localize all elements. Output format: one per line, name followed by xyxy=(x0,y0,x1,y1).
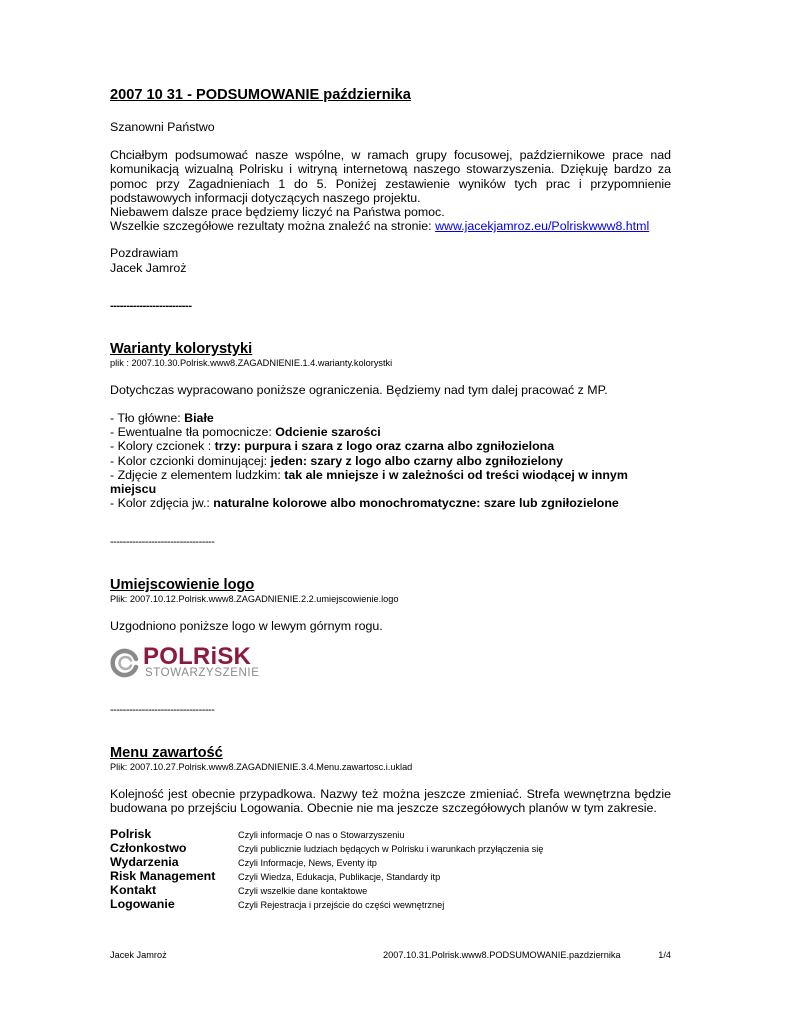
intro-line-3-text: Wszelkie szczegółowe rezultaty można znaleźć na stronie: xyxy=(110,219,436,234)
separator: --------------------------------- xyxy=(110,703,215,716)
section-intro-logo: Uzgodniono poniższe logo w lewym górnym rogu. xyxy=(110,619,383,634)
section-file-colors: plik : 2007.10.30.Polrisk.www8.ZAGADNIENIE.1.4.warianty.kolorystki xyxy=(110,357,393,368)
results-link[interactable]: www.jacekjamroz.eu/Polriskwww8.html xyxy=(435,219,650,234)
document-page xyxy=(110,84,671,911)
section-intro-menu: Kolejność jest obecnie przypadkowa. Nazwy też można jeszcze zmieniać. Strefa wewnętrzna będzie budowana po przejściu Logowania. Obecnie nie ma jeszcze szczegółowych planów w tym zakresie. xyxy=(110,786,671,815)
intro-paragraph: Chciałbym podsumować nasze wspólne, w ramach grupy focusowej, październikowe prace nad komunikacją wizualną Polrisku i witryną internetową naszego stowarzyszenia. Dziękuję bardzo za pomoc przy Zagadnieniach 1 do 5. Poniżej zestawienie wyników tych prac i przypomnienie podstawowych informacji dotyczących naszego projektu. xyxy=(110,148,671,205)
menu-row: Kontakt Czyli wszelkie dane kontaktowe xyxy=(110,883,368,898)
list-item: - Kolor zdjęcia jw.: naturalne kolorowe albo monochromatyczne: szare lub zgniłozielone xyxy=(110,496,619,511)
section-intro-colors: Dotychczas wypracowano poniższe ograniczenia. Będziemy nad tym dalej pracować z MP. xyxy=(110,382,608,397)
footer-author: Jacek Jamroż xyxy=(110,950,167,960)
section-heading-colors: Warianty kolorystyki xyxy=(110,340,253,357)
list-item: - Kolor czcionki dominującej: jeden: szary z logo albo czarny albo zgniłozielony xyxy=(110,453,564,468)
footer-filename: 2007.10.31.Polrisk.www8.PODSUMOWANIE.pazdziernika xyxy=(383,950,621,960)
polrisk-swirl-icon xyxy=(110,648,140,678)
intro-line-2: Niebawem dalsze prace będziemy liczyć na Państwa pomoc. xyxy=(110,205,445,220)
section-file-menu: Plik: 2007.10.27.Polrisk.www8.ZAGADNIENIE.3.4.Menu.zawartosc.i.uklad xyxy=(110,761,413,772)
color-constraints-list xyxy=(110,411,671,510)
closing-regards: Pozdrawiam xyxy=(110,246,179,261)
intro-line-3 xyxy=(110,219,671,233)
section-file-logo: Plik: 2007.10.12.Polrisk.www8.ZAGADNIENIE.2.2.umiejscowienie.logo xyxy=(110,594,399,605)
menu-row: Logowanie Czyli Rejestracja i przejście do części wewnętrznej xyxy=(110,897,445,912)
section-heading-logo: Umiejscowienie logo xyxy=(110,577,255,594)
footer-page-number: 1/4 xyxy=(658,950,671,960)
polrisk-logo xyxy=(110,645,671,681)
menu-row: Członkostwo Czyli publicznie ludziach będących w Polrisku i warunkach przyłączenia się xyxy=(110,841,544,856)
document-title: 2007 10 31 - PODSUMOWANIE października xyxy=(110,87,411,103)
separator: --------------------------------- xyxy=(110,536,215,549)
logo-text xyxy=(143,643,260,680)
menu-row: Risk Management Czyli Wiedza, Edukacja, Publikacje, Standardy itp xyxy=(110,869,441,884)
menu-row: Polrisk Czyli informacje O nas o Stowarzyszeniu xyxy=(110,827,405,842)
closing-author: Jacek Jamroż xyxy=(110,260,187,275)
menu-table xyxy=(110,827,671,911)
separator: ------------------------- xyxy=(110,299,192,312)
list-item: - Zdjęcie z elementem ludzkim: tak ale mniejsze i w zależności od treści wiodącej w innym miejscu xyxy=(110,467,628,497)
menu-row: Wydarzenia Czyli Informacje, News, Eventy itp xyxy=(110,855,377,870)
logo-main-text: POLRiSK xyxy=(143,643,252,671)
list-item: - Ewentualne tła pomocnicze: Odcienie szarości xyxy=(110,425,381,440)
section-heading-menu: Menu zawartość xyxy=(110,744,223,761)
list-item: - Kolory czcionek : trzy: purpura i szara z logo oraz czarna albo zgniłozielona xyxy=(110,439,555,454)
logo-sub-text: STOWARZYSZENIE xyxy=(145,667,260,680)
greeting: Szanowni Państwo xyxy=(110,120,215,134)
list-item: - Tło główne: Białe xyxy=(110,411,214,426)
